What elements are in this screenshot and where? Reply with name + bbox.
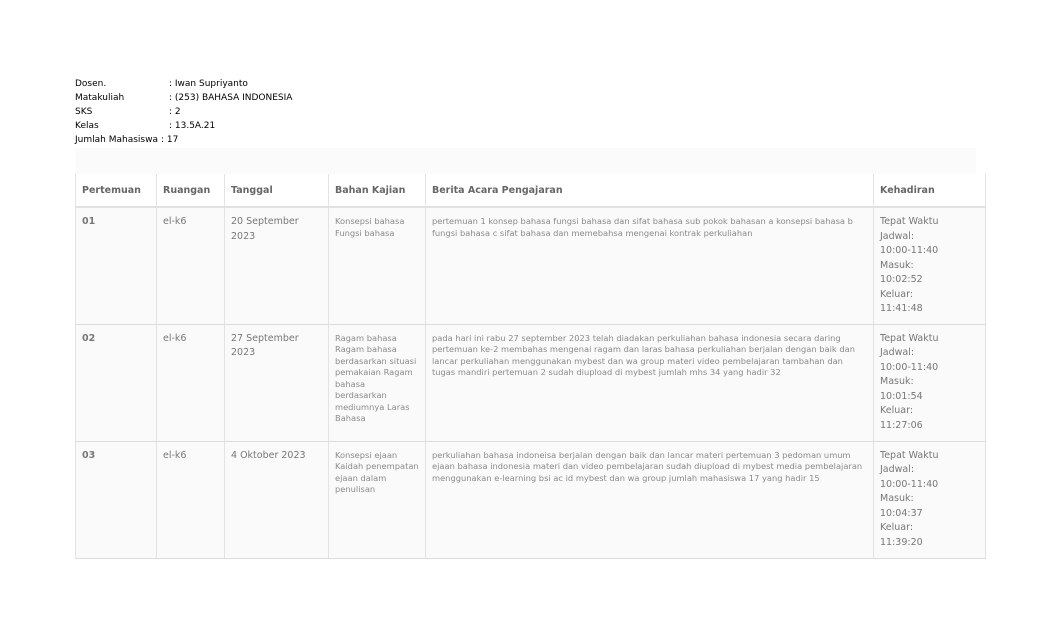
info-row-kelas bbox=[75, 119, 292, 133]
cell-bahan-kajian: Ragam bahasa Ragam bahasa berdasarkan situasi pemakaian Ragam bahasa berdasarkan mediumnya Laras Bahasa bbox=[329, 324, 426, 441]
jadwal-value: 10:00-11:40 bbox=[880, 478, 939, 490]
cell-berita-acara: perkuliahan bahasa indoneisa berjalan dengan baik dan lancar materi pertemuan 3 pedoman umum ejaan bahasa indonesia materi dan video pembelajaran sudah diupload di mybest media pembelajaran menggunakan e-learning bsi ac id mybest dan wa group jumlah mahasiswa 17 yang hadir 15 bbox=[426, 441, 874, 558]
info-value: : (253) BAHASA INDONESIA bbox=[169, 93, 293, 103]
table-row bbox=[76, 324, 986, 441]
keluar-label: Keluar: bbox=[880, 522, 914, 533]
masuk-label: Masuk: bbox=[880, 259, 914, 271]
jadwal-label: Jadwal: bbox=[880, 230, 915, 242]
cell-ruangan: el-k6 bbox=[157, 441, 225, 558]
cell-tanggal: 20 September 2023 bbox=[225, 207, 329, 324]
cell-ruangan: el-k6 bbox=[157, 207, 225, 324]
info-label: Matakuliah bbox=[75, 93, 125, 103]
masuk-value: 10:02:52 bbox=[880, 274, 923, 285]
info-label: Jumlah Mahasiswa bbox=[75, 135, 158, 145]
info-label: SKS bbox=[75, 107, 93, 117]
col-header-bahan-kajian: Bahan Kajian bbox=[329, 174, 426, 207]
cell-kehadiran bbox=[874, 324, 986, 441]
attendance-status: Tepat Waktu bbox=[880, 449, 939, 461]
cell-berita-acara: pertemuan 1 konsep bahasa fungsi bahasa dan sifat bahasa sub pokok bahasan a konsepsi bahasa b fungsi bahasa c sifat bahasa dan memebahsa mengenai kontrak perkuliahan bbox=[426, 207, 874, 324]
info-value: : 17 bbox=[160, 135, 179, 145]
cell-ruangan: el-k6 bbox=[157, 324, 225, 441]
info-value: : Iwan Supriyanto bbox=[169, 79, 248, 89]
table-top-band bbox=[75, 148, 976, 174]
table-row bbox=[76, 207, 986, 324]
col-header-kehadiran: Kehadiran bbox=[874, 174, 986, 207]
keluar-value: 11:39:20 bbox=[880, 536, 923, 548]
info-value: : 2 bbox=[169, 107, 181, 117]
jadwal-label: Jadwal: bbox=[880, 464, 915, 475]
cell-kehadiran bbox=[874, 207, 986, 324]
masuk-label: Masuk: bbox=[880, 376, 914, 387]
keluar-value: 11:41:48 bbox=[880, 303, 923, 314]
col-header-berita-acara: Berita Acara Pengajaran bbox=[426, 174, 874, 207]
col-header-pertemuan: Pertemuan bbox=[76, 174, 157, 207]
cell-bahan-kajian: Konsepsi bahasa Fungsi bahasa bbox=[329, 207, 426, 324]
course-info bbox=[75, 77, 292, 147]
info-row-dosen bbox=[75, 77, 292, 91]
info-row-matakuliah bbox=[75, 91, 292, 105]
cell-tanggal: 27 September 2023 bbox=[225, 324, 329, 441]
info-row-jumlah-mahasiswa bbox=[75, 133, 292, 147]
col-header-ruangan: Ruangan bbox=[157, 174, 225, 207]
attendance-table bbox=[75, 174, 986, 559]
attendance-status: Tepat Waktu bbox=[880, 332, 939, 344]
info-label: Kelas bbox=[75, 121, 99, 131]
col-header-tanggal: Tanggal bbox=[225, 174, 329, 207]
table-row bbox=[76, 441, 986, 558]
header-row bbox=[76, 174, 986, 207]
jadwal-label: Jadwal: bbox=[880, 347, 915, 358]
jadwal-value: 10:00-11:40 bbox=[880, 245, 939, 256]
cell-bahan-kajian: Konsepsi ejaan Kaidah penempatan ejaan dalam penulisan bbox=[329, 441, 426, 558]
cell-tanggal: 4 Oktober 2023 bbox=[225, 441, 329, 558]
cell-pertemuan: 01 bbox=[76, 207, 157, 324]
info-label: Dosen. bbox=[75, 79, 107, 89]
cell-pertemuan: 03 bbox=[76, 441, 157, 558]
table-header bbox=[76, 174, 986, 207]
cell-pertemuan: 02 bbox=[76, 324, 157, 441]
jadwal-value: 10:00-11:40 bbox=[880, 361, 939, 373]
masuk-label: Masuk: bbox=[880, 493, 914, 504]
table-body bbox=[76, 207, 986, 558]
keluar-value: 11:27:06 bbox=[880, 419, 923, 431]
attendance-status: Tepat Waktu bbox=[880, 216, 939, 227]
cell-berita-acara: pada hari ini rabu 27 september 2023 telah diadakan perkuliahan bahasa indonesia secara daring pertemuan ke-2 membahas mengenai ragam dan laras bahasa perkuliahan berjalan dengan baik dan lancar perkuliahan menggunakan mybest dan wa group materi video pembelajaran tambahan dan tugas mandiri pertemuan 2 sudah diupload di mybest jumlah mhs 34 yang hadir 32 bbox=[426, 324, 874, 441]
keluar-label: Keluar: bbox=[880, 405, 914, 416]
info-value: : 13.5A.21 bbox=[169, 121, 216, 131]
masuk-value: 10:04:37 bbox=[880, 507, 923, 519]
keluar-label: Keluar: bbox=[880, 288, 914, 300]
info-row-sks bbox=[75, 105, 292, 119]
cell-kehadiran bbox=[874, 441, 986, 558]
masuk-value: 10:01:54 bbox=[880, 390, 923, 402]
